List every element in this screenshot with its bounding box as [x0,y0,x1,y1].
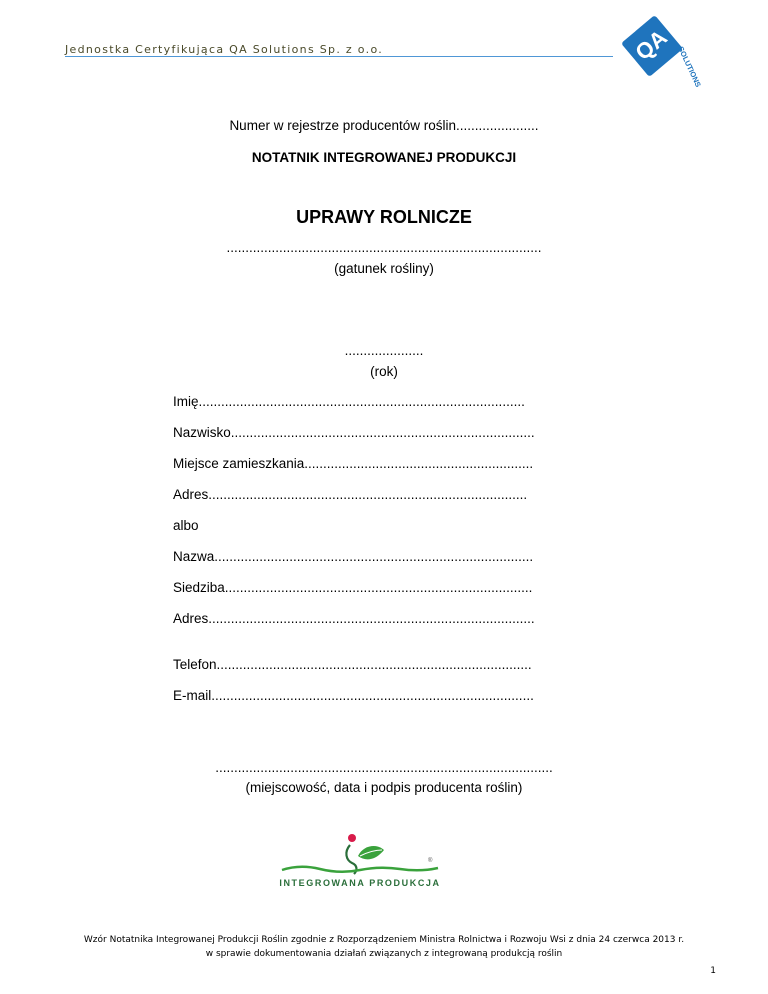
logo-letters: QA [630,24,672,66]
species-dots: .................................................................................... [226,240,542,255]
field-company-name: Nazwa..................................................................................... [173,549,534,564]
logo-red-dot-icon [348,834,356,842]
year-caption: (rok) [370,364,398,379]
header-divider [65,56,613,57]
integrowana-produkcja-logo [280,830,440,894]
registry-number-line: Numer w rejestrze producentów roślin...................... [229,118,539,133]
logo-text: INTEGROWANA PRODUKCJA [279,878,441,888]
year-dots: ..................... [344,343,424,358]
footer-line-1: Wzór Notatnika Integrowanej Produkcji Roślin zgodnie z Rozporządzeniem Ministra Rolnictwa i Rozwoju Wsi z dnia 24 czerwca 2013 r. [83,935,685,945]
qa-solutions-logo [622,18,703,90]
field-email: E-mail...................................................................................... [173,688,534,703]
crop-title: UPRAWY ROLNICZE [296,207,472,227]
logo-registered-mark: ® [428,858,433,864]
field-company-address: Adres....................................................................................... [173,611,535,626]
field-last-name: Nazwisko................................................................................. [173,425,535,440]
signature-dots: .......................................................................................... [215,760,553,775]
page-number: 1 [710,966,716,976]
field-phone: Telefon.................................................................................... [173,657,532,672]
field-address: Adres..................................................................................... [173,487,528,502]
signature-caption: (miejscowość, data i podpis producenta roślin) [245,780,523,795]
field-first-name: Imię....................................................................................... [173,394,525,409]
header-company: Jednostka Certyfikująca QA Solutions Sp. z o.o. [65,43,384,56]
logo-leaf-icon [358,846,384,859]
notebook-title: NOTATNIK INTEGROWANEJ PRODUKCJI [251,150,517,165]
species-caption: (gatunek rośliny) [334,261,434,276]
field-residence: Miejsce zamieszkania............................................................. [173,456,534,471]
footer-line-2: w sprawie dokumentowania działań związanych z integrowaną produkcją roślin [205,949,563,959]
field-or-separator: albo [173,518,199,533]
field-headquarters: Siedziba.................................................................................. [173,580,533,595]
logo-wave-icon [282,867,438,872]
logo-word: SOLUTIONS [676,45,703,89]
